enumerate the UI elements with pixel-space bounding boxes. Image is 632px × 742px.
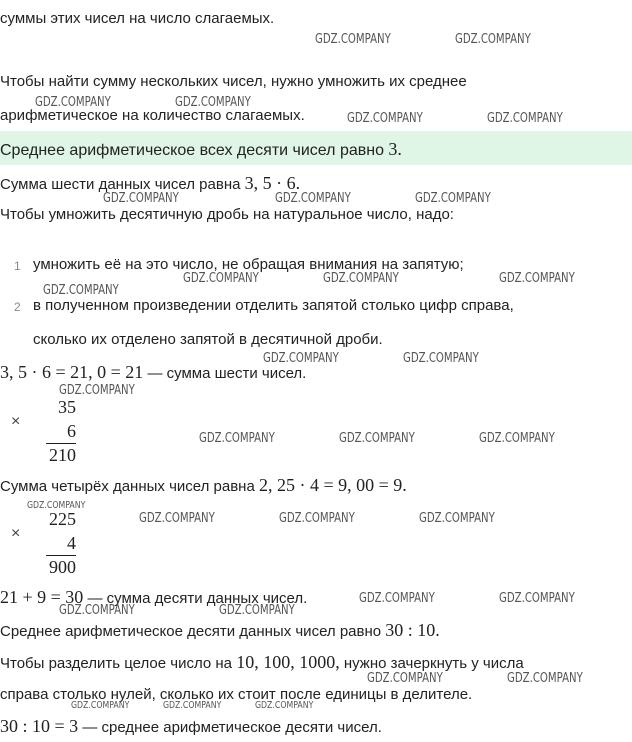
four-sum-statement bbox=[0, 475, 407, 496]
calc2-result: 900 bbox=[49, 557, 76, 577]
ten-average-statement bbox=[0, 620, 440, 641]
watermark: GDZ.COMPANY bbox=[59, 603, 135, 618]
division-rule-divisors: 10, 100, 1000, bbox=[236, 652, 340, 672]
watermark: GDZ.COMPANY bbox=[403, 351, 479, 366]
rule-step-1: умножить её на это число, не обращая внимания на запятую; bbox=[33, 256, 464, 273]
watermark: GDZ.COMPANY bbox=[219, 603, 295, 618]
calc1-top: 35 bbox=[58, 397, 76, 417]
four-sum-formula: 2, 25 · 4 = 9, 00 = 9. bbox=[258, 475, 407, 495]
calc1-bottom: 6 bbox=[67, 421, 76, 441]
final-answer bbox=[0, 716, 382, 737]
watermark: GDZ.COMPANY bbox=[71, 700, 130, 711]
six-sum-result-formula: 3, 5 · 6 = 21, 0 = 21 bbox=[0, 362, 144, 382]
rule-number-2: 2 bbox=[14, 300, 21, 314]
calc2-line bbox=[46, 555, 76, 556]
watermark: GDZ.COMPANY bbox=[479, 431, 555, 446]
watermark: GDZ.COMPANY bbox=[27, 500, 86, 511]
six-sum-result-text: — сумма шести чисел. bbox=[143, 365, 307, 382]
text-line-2: Чтобы найти сумму нескольких чисел, нужно умножить их среднее bbox=[0, 73, 467, 90]
watermark: GDZ.COMPANY bbox=[315, 32, 391, 47]
watermark: GDZ.COMPANY bbox=[419, 511, 495, 526]
text-line-3: арифметическое на количество слагаемых. bbox=[0, 107, 305, 124]
watermark: GDZ.COMPANY bbox=[103, 191, 179, 206]
watermark: GDZ.COMPANY bbox=[255, 700, 314, 711]
four-sum-text: Сумма четырёх данных чисел равна bbox=[0, 478, 259, 495]
division-rule-text: Чтобы разделить целое число на bbox=[0, 655, 237, 672]
watermark: GDZ.COMPANY bbox=[59, 383, 135, 398]
six-sum-formula: 3, 5 · 6. bbox=[244, 173, 301, 193]
watermark: GDZ.COMPANY bbox=[199, 431, 275, 446]
final-answer-formula: 30 : 10 = 3 bbox=[0, 716, 79, 736]
rule-number-1: 1 bbox=[14, 259, 21, 273]
division-rule bbox=[0, 652, 524, 673]
ten-sum-text: — сумма десяти данных чисел. bbox=[83, 590, 308, 607]
calc2-top: 225 bbox=[49, 509, 76, 529]
watermark: GDZ.COMPANY bbox=[415, 191, 491, 206]
text-line-1: суммы этих чисел на число слагаемых. bbox=[0, 10, 275, 27]
watermark: GDZ.COMPANY bbox=[367, 671, 443, 686]
watermark: GDZ.COMPANY bbox=[323, 271, 399, 286]
ten-sum-formula: 21 + 9 = 30 bbox=[0, 587, 84, 607]
watermark: GDZ.COMPANY bbox=[139, 511, 215, 526]
watermark: GDZ.COMPANY bbox=[359, 591, 435, 606]
watermark: GDZ.COMPANY bbox=[163, 700, 222, 711]
watermark: GDZ.COMPANY bbox=[507, 671, 583, 686]
watermark: GDZ.COMPANY bbox=[183, 271, 259, 286]
rule-step-2-cont: сколько их отделено запятой в десятичной дроби. bbox=[33, 331, 383, 348]
watermark: GDZ.COMPANY bbox=[455, 32, 531, 47]
watermark: GDZ.COMPANY bbox=[347, 111, 423, 126]
final-answer-text: — среднее арифметическое десяти чисел. bbox=[78, 719, 382, 736]
watermark: GDZ.COMPANY bbox=[35, 95, 111, 110]
watermark: GDZ.COMPANY bbox=[487, 111, 563, 126]
average-text: Среднее арифметическое всех десяти чисел равно bbox=[0, 142, 389, 159]
watermark: GDZ.COMPANY bbox=[499, 271, 575, 286]
division-rule-cont: справа столько нулей, сколько их стоит после единицы в делителе. bbox=[0, 686, 473, 703]
watermark: GDZ.COMPANY bbox=[263, 351, 339, 366]
division-rule-text-2: нужно зачеркнуть у числа bbox=[339, 655, 524, 672]
watermark: GDZ.COMPANY bbox=[175, 95, 251, 110]
watermark: GDZ.COMPANY bbox=[275, 191, 351, 206]
multiply-sign-2: × bbox=[11, 525, 21, 542]
rule-step-2: в полученном произведении отделить запятой столько цифр справа, bbox=[33, 297, 514, 314]
watermark: GDZ.COMPANY bbox=[339, 431, 415, 446]
multiply-sign-1: × bbox=[11, 413, 21, 430]
calc1-line bbox=[46, 443, 76, 444]
watermark: GDZ.COMPANY bbox=[499, 591, 575, 606]
calc1-result: 210 bbox=[49, 445, 76, 465]
watermark: GDZ.COMPANY bbox=[43, 283, 119, 298]
rule-intro: Чтобы умножить десятичную дробь на натуральное число, надо: bbox=[0, 206, 454, 223]
six-sum-text: Сумма шести данных чисел равна bbox=[0, 176, 245, 193]
calc2-bottom: 4 bbox=[67, 533, 76, 553]
average-statement bbox=[0, 139, 402, 160]
ten-average-formula: 30 : 10. bbox=[385, 620, 440, 640]
watermark: GDZ.COMPANY bbox=[279, 511, 355, 526]
ten-average-text: Среднее арифметическое десяти данных чисел равно bbox=[0, 623, 386, 640]
average-value: 3. bbox=[388, 139, 402, 159]
six-sum-result bbox=[0, 362, 306, 383]
